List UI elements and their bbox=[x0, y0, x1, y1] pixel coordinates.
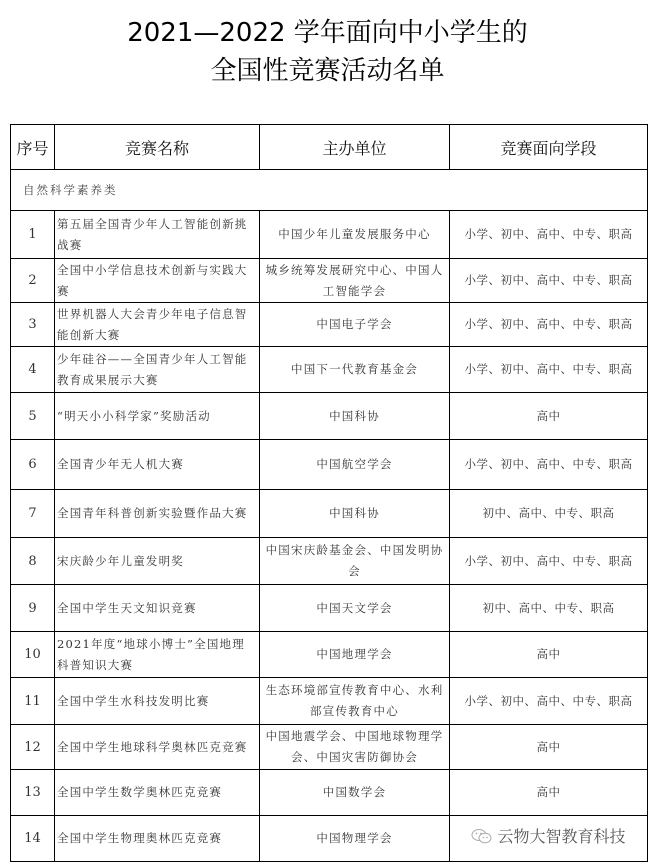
row-stage: 高中 bbox=[450, 725, 648, 770]
row-stage: 小学、初中、高中、中专、职高 bbox=[450, 211, 648, 259]
row-serial: 1 bbox=[11, 211, 55, 259]
competition-table bbox=[10, 124, 648, 862]
row-serial: 2 bbox=[11, 259, 55, 303]
row-serial: 11 bbox=[11, 678, 55, 725]
row-stage: 小学、初中、高中、中专、职高 bbox=[450, 303, 648, 347]
row-competition-name: 宋庆龄少年儿童发明奖 bbox=[55, 538, 260, 585]
row-stage: 高中 bbox=[450, 770, 648, 816]
row-stage: 初中、高中、中专、职高 bbox=[450, 585, 648, 632]
row-competition-name: 全国青年科普创新实验暨作品大赛 bbox=[55, 490, 260, 538]
row-stage: 高中 bbox=[450, 393, 648, 440]
row-stage: 高中 bbox=[450, 632, 648, 678]
header-name: 竞赛名称 bbox=[55, 125, 260, 170]
row-organizer: 中国科协 bbox=[260, 490, 450, 538]
row-competition-name: 世界机器人大会青少年电子信息智能创新大赛 bbox=[55, 303, 260, 347]
wechat-icon bbox=[471, 828, 493, 844]
table-header-row bbox=[11, 125, 648, 170]
table-row bbox=[11, 259, 648, 303]
row-organizer: 中国航空学会 bbox=[260, 440, 450, 490]
row-stage: 小学、初中、高中、中专、职高 bbox=[450, 538, 648, 585]
row-stage bbox=[450, 816, 648, 862]
table-row bbox=[11, 303, 648, 347]
row-serial: 5 bbox=[11, 393, 55, 440]
row-serial: 14 bbox=[11, 816, 55, 862]
row-competition-name: 少年硅谷——全国青少年人工智能教育成果展示大赛 bbox=[55, 347, 260, 393]
row-organizer: 中国天文学会 bbox=[260, 585, 450, 632]
title-line-2: 全国性竞赛活动名单 bbox=[210, 56, 445, 86]
row-competition-name: 第五届全国青少年人工智能创新挑战赛 bbox=[55, 211, 260, 259]
row-competition-name: 全国中学生物理奥林匹克竞赛 bbox=[55, 816, 260, 862]
table-row bbox=[11, 770, 648, 816]
row-organizer: 中国电子学会 bbox=[260, 303, 450, 347]
header-serial: 序号 bbox=[11, 125, 55, 170]
row-serial: 3 bbox=[11, 303, 55, 347]
row-organizer: 中国下一代教育基金会 bbox=[260, 347, 450, 393]
document-title bbox=[0, 14, 655, 90]
row-serial: 6 bbox=[11, 440, 55, 490]
table-row bbox=[11, 347, 648, 393]
row-organizer: 中国地震学会、中国地球物理学会、中国灾害防御协会 bbox=[260, 725, 450, 770]
row-organizer: 中国少年儿童发展服务中心 bbox=[260, 211, 450, 259]
row-stage: 小学、初中、高中、中专、职高 bbox=[450, 678, 648, 725]
row-competition-name: “明天小小科学家”奖励活动 bbox=[55, 393, 260, 440]
row-stage: 初中、高中、中专、职高 bbox=[450, 490, 648, 538]
table-row bbox=[11, 632, 648, 678]
header-organizer: 主办单位 bbox=[260, 125, 450, 170]
table-row bbox=[11, 490, 648, 538]
row-organizer: 中国物理学会 bbox=[260, 816, 450, 862]
table-row bbox=[11, 393, 648, 440]
row-serial: 12 bbox=[11, 725, 55, 770]
watermark-text: 云物大智教育科技 bbox=[497, 826, 626, 846]
row-stage: 小学、初中、高中、中专、职高 bbox=[450, 440, 648, 490]
row-organizer: 中国科协 bbox=[260, 393, 450, 440]
title-line-1: 2021—2022 学年面向中小学生的 bbox=[127, 18, 528, 48]
row-organizer: 中国地理学会 bbox=[260, 632, 450, 678]
row-competition-name: 全国青少年无人机大赛 bbox=[55, 440, 260, 490]
row-serial: 8 bbox=[11, 538, 55, 585]
row-competition-name: 全国中学生数学奥林匹克竞赛 bbox=[55, 770, 260, 816]
row-competition-name: 2021年度“地球小博士”全国地理科普知识大赛 bbox=[55, 632, 260, 678]
row-stage: 小学、初中、高中、中专、职高 bbox=[450, 347, 648, 393]
row-organizer: 生态环境部宣传教育中心、水利部宣传教育中心 bbox=[260, 678, 450, 725]
table-row bbox=[11, 816, 648, 862]
watermark bbox=[471, 826, 625, 847]
row-serial: 13 bbox=[11, 770, 55, 816]
row-competition-name: 全国中学生水科技发明比赛 bbox=[55, 678, 260, 725]
table-row bbox=[11, 538, 648, 585]
row-organizer: 城乡统筹发展研究中心、中国人工智能学会 bbox=[260, 259, 450, 303]
row-serial: 7 bbox=[11, 490, 55, 538]
row-organizer: 中国数学会 bbox=[260, 770, 450, 816]
row-serial: 4 bbox=[11, 347, 55, 393]
table-row bbox=[11, 725, 648, 770]
row-serial: 10 bbox=[11, 632, 55, 678]
table-row bbox=[11, 211, 648, 259]
category-row bbox=[11, 170, 648, 211]
table-row bbox=[11, 440, 648, 490]
row-competition-name: 全国中学生地球科学奥林匹克竞赛 bbox=[55, 725, 260, 770]
table-row bbox=[11, 585, 648, 632]
row-serial: 9 bbox=[11, 585, 55, 632]
row-competition-name: 全国中学生天文知识竞赛 bbox=[55, 585, 260, 632]
table-row bbox=[11, 678, 648, 725]
header-stage: 竞赛面向学段 bbox=[450, 125, 648, 170]
row-competition-name: 全国中小学信息技术创新与实践大赛 bbox=[55, 259, 260, 303]
row-organizer: 中国宋庆龄基金会、中国发明协会 bbox=[260, 538, 450, 585]
category-label: 自然科学素养类 bbox=[11, 170, 648, 211]
row-stage: 小学、初中、高中、中专、职高 bbox=[450, 259, 648, 303]
